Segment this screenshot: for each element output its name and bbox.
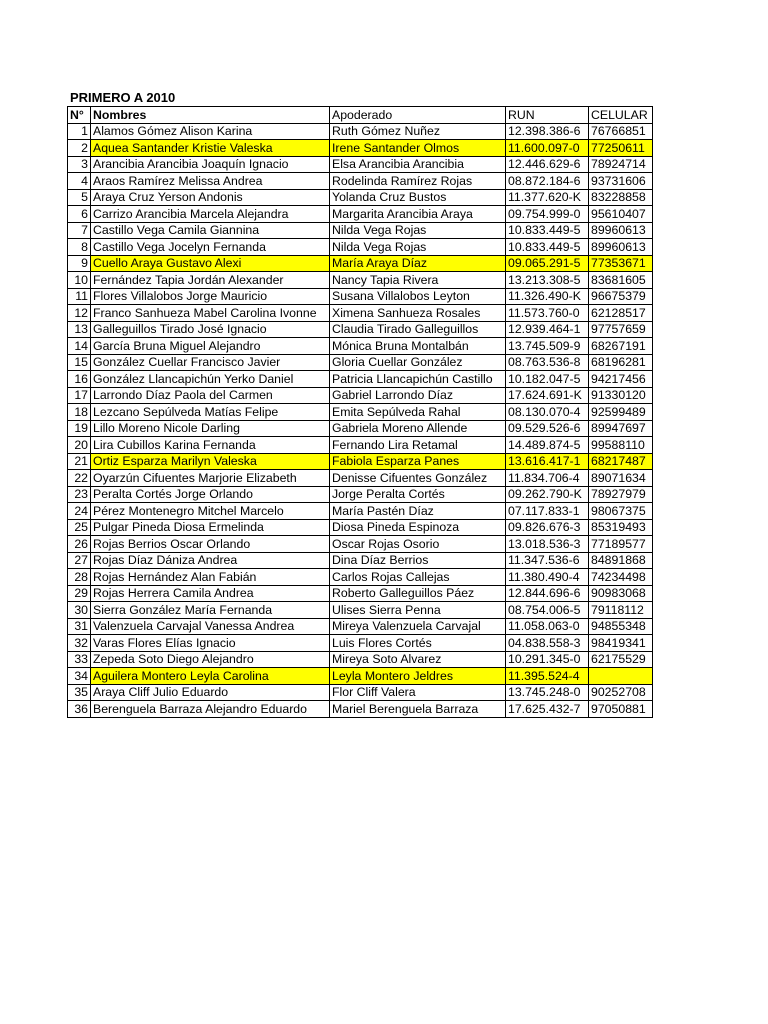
header-number[interactable]: N° [68, 107, 91, 124]
student-name[interactable]: González Llancapichún Yerko Daniel [91, 371, 330, 388]
run-value[interactable]: 08.872.184-6 [506, 173, 589, 190]
student-name[interactable]: Rojas Berrios Oscar Orlando [91, 536, 330, 553]
table-row [68, 239, 653, 256]
row-number[interactable]: 33 [68, 651, 91, 668]
guardian-name[interactable]: Fernando Lira Retamal [330, 437, 506, 454]
run-value[interactable]: 11.326.490-K [506, 288, 589, 305]
phone-value[interactable]: 76766851 [589, 123, 653, 140]
guardian-name[interactable]: Ruth Gómez Nuñez [330, 123, 506, 140]
phone-value[interactable]: 74234498 [589, 569, 653, 586]
phone-value[interactable]: 62175529 [589, 651, 653, 668]
row-number[interactable]: 3 [68, 156, 91, 173]
run-value[interactable]: 13.018.536-3 [506, 536, 589, 553]
guardian-name[interactable]: Nilda Vega Rojas [330, 222, 506, 239]
phone-value[interactable]: 97757659 [589, 321, 653, 338]
phone-value[interactable]: 84891868 [589, 552, 653, 569]
student-name[interactable]: Pérez Montenegro Mitchel Marcelo [91, 503, 330, 520]
table-row [68, 222, 653, 239]
header-names[interactable]: Nombres [91, 107, 330, 124]
run-value[interactable]: 09.754.999-0 [506, 206, 589, 223]
run-value[interactable]: 14.489.874-5 [506, 437, 589, 454]
row-number[interactable]: 15 [68, 354, 91, 371]
row-number[interactable]: 25 [68, 519, 91, 536]
roster-body [68, 107, 653, 718]
table-row [68, 437, 653, 454]
student-name[interactable]: Varas Flores Elías Ignacio [91, 635, 330, 652]
run-value[interactable]: 11.380.490-4 [506, 569, 589, 586]
guardian-name[interactable]: Ulises Sierra Penna [330, 602, 506, 619]
guardian-name[interactable]: Elsa Arancibia Arancibia [330, 156, 506, 173]
table-row [68, 255, 653, 272]
run-value[interactable]: 07.117.833-1 [506, 503, 589, 520]
student-name[interactable]: Lillo Moreno Nicole Darling [91, 420, 330, 437]
student-name[interactable]: Pulgar Pineda Diosa Ermelinda [91, 519, 330, 536]
guardian-name[interactable]: María Pastén Díaz [330, 503, 506, 520]
phone-value[interactable]: 90252708 [589, 684, 653, 701]
guardian-name[interactable]: Gabriel Larrondo Díaz [330, 387, 506, 404]
row-number[interactable]: 1 [68, 123, 91, 140]
row-number[interactable]: 28 [68, 569, 91, 586]
student-name[interactable]: Araya Cruz Yerson Andonis [91, 189, 330, 206]
student-name[interactable]: Oyarzún Cifuentes Marjorie Elizabeth [91, 470, 330, 487]
run-value[interactable]: 11.058.063-0 [506, 618, 589, 635]
table-row [68, 453, 653, 470]
row-number[interactable]: 18 [68, 404, 91, 421]
row-number[interactable]: 23 [68, 486, 91, 503]
guardian-name[interactable]: Mireya Valenzuela Carvajal [330, 618, 506, 635]
phone-value[interactable]: 94217456 [589, 371, 653, 388]
student-name[interactable]: Rojas Díaz Dániza Andrea [91, 552, 330, 569]
guardian-name[interactable]: Rodelinda Ramírez Rojas [330, 173, 506, 190]
student-name[interactable]: Aguilera Montero Leyla Carolina [91, 668, 330, 685]
run-value[interactable]: 13.745.509-9 [506, 338, 589, 355]
run-value[interactable]: 09.262.790-K [506, 486, 589, 503]
phone-value[interactable]: 99588110 [589, 437, 653, 454]
run-value[interactable]: 11.377.620-K [506, 189, 589, 206]
phone-value[interactable]: 68267191 [589, 338, 653, 355]
row-number[interactable]: 16 [68, 371, 91, 388]
phone-value[interactable]: 77189577 [589, 536, 653, 553]
table-row [68, 503, 653, 520]
phone-value[interactable]: 98067375 [589, 503, 653, 520]
row-number[interactable]: 12 [68, 305, 91, 322]
guardian-name[interactable]: Fabiola Esparza Panes [330, 453, 506, 470]
student-roster-table [67, 106, 653, 718]
phone-value[interactable]: 83228858 [589, 189, 653, 206]
phone-value[interactable]: 68196281 [589, 354, 653, 371]
run-value[interactable]: 11.834.706-4 [506, 470, 589, 487]
table-row [68, 272, 653, 289]
run-value[interactable]: 12.446.629-6 [506, 156, 589, 173]
student-name[interactable]: García Bruna Miguel Alejandro [91, 338, 330, 355]
table-row [68, 123, 653, 140]
guardian-name[interactable]: Oscar Rojas Osorio [330, 536, 506, 553]
student-name[interactable]: Valenzuela Carvajal Vanessa Andrea [91, 618, 330, 635]
run-value[interactable]: 08.763.536-8 [506, 354, 589, 371]
run-value[interactable]: 10.291.345-0 [506, 651, 589, 668]
row-number[interactable]: 10 [68, 272, 91, 289]
row-number[interactable]: 9 [68, 255, 91, 272]
run-value[interactable]: 09.065.291-5 [506, 255, 589, 272]
guardian-name[interactable]: Gloria Cuellar González [330, 354, 506, 371]
table-row [68, 387, 653, 404]
run-value[interactable]: 17.624.691-K [506, 387, 589, 404]
header-guardian[interactable]: Apoderado [330, 107, 506, 124]
header-row [68, 107, 653, 124]
table-row [68, 569, 653, 586]
guardian-name[interactable]: Emita Sepúlveda Rahal [330, 404, 506, 421]
guardian-name[interactable]: Claudia Tirado Galleguillos [330, 321, 506, 338]
phone-value[interactable]: 78927979 [589, 486, 653, 503]
student-name[interactable]: Larrondo Díaz Paola del Carmen [91, 387, 330, 404]
student-name[interactable]: Arancibia Arancibia Joaquín Ignacio [91, 156, 330, 173]
guardian-name[interactable]: Dina Díaz Berrios [330, 552, 506, 569]
phone-value[interactable]: 78924714 [589, 156, 653, 173]
run-value[interactable]: 09.529.526-6 [506, 420, 589, 437]
guardian-name[interactable]: Mireya Soto Alvarez [330, 651, 506, 668]
student-name[interactable]: Carrizo Arancibia Marcela Alejandra [91, 206, 330, 223]
table-row [68, 618, 653, 635]
run-value[interactable]: 08.130.070-4 [506, 404, 589, 421]
guardian-name[interactable]: Roberto Galleguillos Páez [330, 585, 506, 602]
phone-value[interactable]: 93731606 [589, 173, 653, 190]
table-row [68, 338, 653, 355]
run-value[interactable]: 12.939.464-1 [506, 321, 589, 338]
guardian-name[interactable]: Irene Santander Olmos [330, 140, 506, 157]
phone-value[interactable]: 96675379 [589, 288, 653, 305]
table-row [68, 206, 653, 223]
row-number[interactable]: 35 [68, 684, 91, 701]
student-name[interactable]: Ortiz Esparza Marilyn Valeska [91, 453, 330, 470]
run-value[interactable]: 13.213.308-5 [506, 272, 589, 289]
row-number[interactable]: 11 [68, 288, 91, 305]
table-row [68, 701, 653, 718]
run-value[interactable]: 09.826.676-3 [506, 519, 589, 536]
run-value[interactable]: 12.844.696-6 [506, 585, 589, 602]
table-row [68, 305, 653, 322]
table-row [68, 173, 653, 190]
table-row [68, 288, 653, 305]
guardian-name[interactable]: Jorge Peralta Cortés [330, 486, 506, 503]
student-name[interactable]: Araos Ramírez Melissa Andrea [91, 173, 330, 190]
table-row [68, 651, 653, 668]
guardian-name[interactable]: Ximena Sanhueza Rosales [330, 305, 506, 322]
guardian-name[interactable]: Mariel Berenguela Barraza [330, 701, 506, 718]
student-name[interactable]: Fernández Tapia Jordán Alexander [91, 272, 330, 289]
row-number[interactable]: 30 [68, 602, 91, 619]
guardian-name[interactable]: Nancy Tapia Rivera [330, 272, 506, 289]
student-name[interactable]: Peralta Cortés Jorge Orlando [91, 486, 330, 503]
row-number[interactable]: 19 [68, 420, 91, 437]
phone-value[interactable]: 77353671 [589, 255, 653, 272]
phone-value[interactable]: 77250611 [589, 140, 653, 157]
row-number[interactable]: 13 [68, 321, 91, 338]
guardian-name[interactable]: Denisse Cifuentes González [330, 470, 506, 487]
phone-value[interactable]: 62128517 [589, 305, 653, 322]
guardian-name[interactable]: Nilda Vega Rojas [330, 239, 506, 256]
phone-value[interactable] [589, 668, 653, 685]
table-row [68, 470, 653, 487]
student-name[interactable]: González Cuellar Francisco Javier [91, 354, 330, 371]
student-name[interactable]: Rojas Hernández Alan Fabián [91, 569, 330, 586]
run-value[interactable]: 12.398.386-6 [506, 123, 589, 140]
guardian-name[interactable]: Carlos Rojas Callejas [330, 569, 506, 586]
row-number[interactable]: 26 [68, 536, 91, 553]
row-number[interactable]: 7 [68, 222, 91, 239]
table-row [68, 371, 653, 388]
table-row [68, 552, 653, 569]
run-value[interactable]: 11.347.536-6 [506, 552, 589, 569]
phone-value[interactable]: 89960613 [589, 239, 653, 256]
row-number[interactable]: 4 [68, 173, 91, 190]
student-name[interactable]: Castillo Vega Jocelyn Fernanda [91, 239, 330, 256]
run-value[interactable]: 13.616.417-1 [506, 453, 589, 470]
header-run[interactable]: RUN [506, 107, 589, 124]
student-name[interactable]: Galleguillos Tirado José Ignacio [91, 321, 330, 338]
row-number[interactable]: 20 [68, 437, 91, 454]
run-value[interactable]: 10.833.449-5 [506, 222, 589, 239]
table-row [68, 585, 653, 602]
run-value[interactable]: 11.573.760-0 [506, 305, 589, 322]
student-name[interactable]: Lira Cubillos Karina Fernanda [91, 437, 330, 454]
student-name[interactable]: Flores Villalobos Jorge Mauricio [91, 288, 330, 305]
phone-value[interactable]: 85319493 [589, 519, 653, 536]
guardian-name[interactable]: Leyla Montero Jeldres [330, 668, 506, 685]
student-name[interactable]: Lezcano Sepúlveda Matías Felipe [91, 404, 330, 421]
phone-value[interactable]: 90983068 [589, 585, 653, 602]
run-value[interactable]: 13.745.248-0 [506, 684, 589, 701]
student-name[interactable]: Alamos Gómez Alison Karina [91, 123, 330, 140]
guardian-name[interactable]: Diosa Pineda Espinoza [330, 519, 506, 536]
header-phone[interactable]: CELULAR [589, 107, 653, 124]
row-number[interactable]: 34 [68, 668, 91, 685]
phone-value[interactable]: 89947697 [589, 420, 653, 437]
row-number[interactable]: 32 [68, 635, 91, 652]
phone-value[interactable]: 92599489 [589, 404, 653, 421]
guardian-name[interactable]: Patricia Llancapichún Castillo [330, 371, 506, 388]
student-name[interactable]: Sierra González María Fernanda [91, 602, 330, 619]
guardian-name[interactable]: Margarita Arancibia Araya [330, 206, 506, 223]
sheet-title: PRIMERO A 2010 [70, 90, 176, 105]
student-name[interactable]: Castillo Vega Camila Giannina [91, 222, 330, 239]
row-number[interactable]: 8 [68, 239, 91, 256]
table-row [68, 486, 653, 503]
phone-value[interactable]: 95610407 [589, 206, 653, 223]
guardian-name[interactable]: Gabriela Moreno Allende [330, 420, 506, 437]
table-row [68, 519, 653, 536]
table-row [68, 635, 653, 652]
guardian-name[interactable]: Luis Flores Cortés [330, 635, 506, 652]
phone-value[interactable]: 91330120 [589, 387, 653, 404]
row-number[interactable]: 31 [68, 618, 91, 635]
student-name[interactable]: Cuello Araya Gustavo Alexi [91, 255, 330, 272]
student-name[interactable]: Rojas Herrera Camila Andrea [91, 585, 330, 602]
student-name[interactable]: Aquea Santander Kristie Valeska [91, 140, 330, 157]
table-row [68, 140, 653, 157]
student-name[interactable]: Araya Cliff Julio Eduardo [91, 684, 330, 701]
phone-value[interactable]: 83681605 [589, 272, 653, 289]
phone-value[interactable]: 89960613 [589, 222, 653, 239]
table-row [68, 536, 653, 553]
table-row [68, 602, 653, 619]
run-value[interactable]: 04.838.558-3 [506, 635, 589, 652]
table-row [68, 156, 653, 173]
guardian-name[interactable]: Susana Villalobos Leyton [330, 288, 506, 305]
row-number[interactable]: 6 [68, 206, 91, 223]
guardian-name[interactable]: Mónica Bruna Montalbán [330, 338, 506, 355]
row-number[interactable]: 22 [68, 470, 91, 487]
run-value[interactable]: 08.754.006-5 [506, 602, 589, 619]
phone-value[interactable]: 98419341 [589, 635, 653, 652]
row-number[interactable]: 29 [68, 585, 91, 602]
run-value[interactable]: 17.625.432-7 [506, 701, 589, 718]
phone-value[interactable]: 68217487 [589, 453, 653, 470]
phone-value[interactable]: 89071634 [589, 470, 653, 487]
guardian-name[interactable]: María Araya Díaz [330, 255, 506, 272]
guardian-name[interactable]: Yolanda Cruz Bustos [330, 189, 506, 206]
phone-value[interactable]: 94855348 [589, 618, 653, 635]
phone-value[interactable]: 79118112 [589, 602, 653, 619]
table-row [68, 321, 653, 338]
run-value[interactable]: 11.395.524-4 [506, 668, 589, 685]
run-value[interactable]: 10.182.047-5 [506, 371, 589, 388]
row-number[interactable]: 17 [68, 387, 91, 404]
table-row [68, 668, 653, 685]
row-number[interactable]: 27 [68, 552, 91, 569]
row-number[interactable]: 21 [68, 453, 91, 470]
student-name[interactable]: Franco Sanhueza Mabel Carolina Ivonne [91, 305, 330, 322]
row-number[interactable]: 24 [68, 503, 91, 520]
run-value[interactable]: 11.600.097-0 [506, 140, 589, 157]
table-row [68, 404, 653, 421]
row-number[interactable]: 2 [68, 140, 91, 157]
student-name[interactable]: Zepeda Soto Diego Alejandro [91, 651, 330, 668]
table-row [68, 684, 653, 701]
row-number[interactable]: 36 [68, 701, 91, 718]
table-row [68, 354, 653, 371]
guardian-name[interactable]: Flor Cliff Valera [330, 684, 506, 701]
table-row [68, 189, 653, 206]
row-number[interactable]: 14 [68, 338, 91, 355]
phone-value[interactable]: 97050881 [589, 701, 653, 718]
table-row [68, 420, 653, 437]
row-number[interactable]: 5 [68, 189, 91, 206]
student-name[interactable]: Berenguela Barraza Alejandro Eduardo [91, 701, 330, 718]
run-value[interactable]: 10.833.449-5 [506, 239, 589, 256]
